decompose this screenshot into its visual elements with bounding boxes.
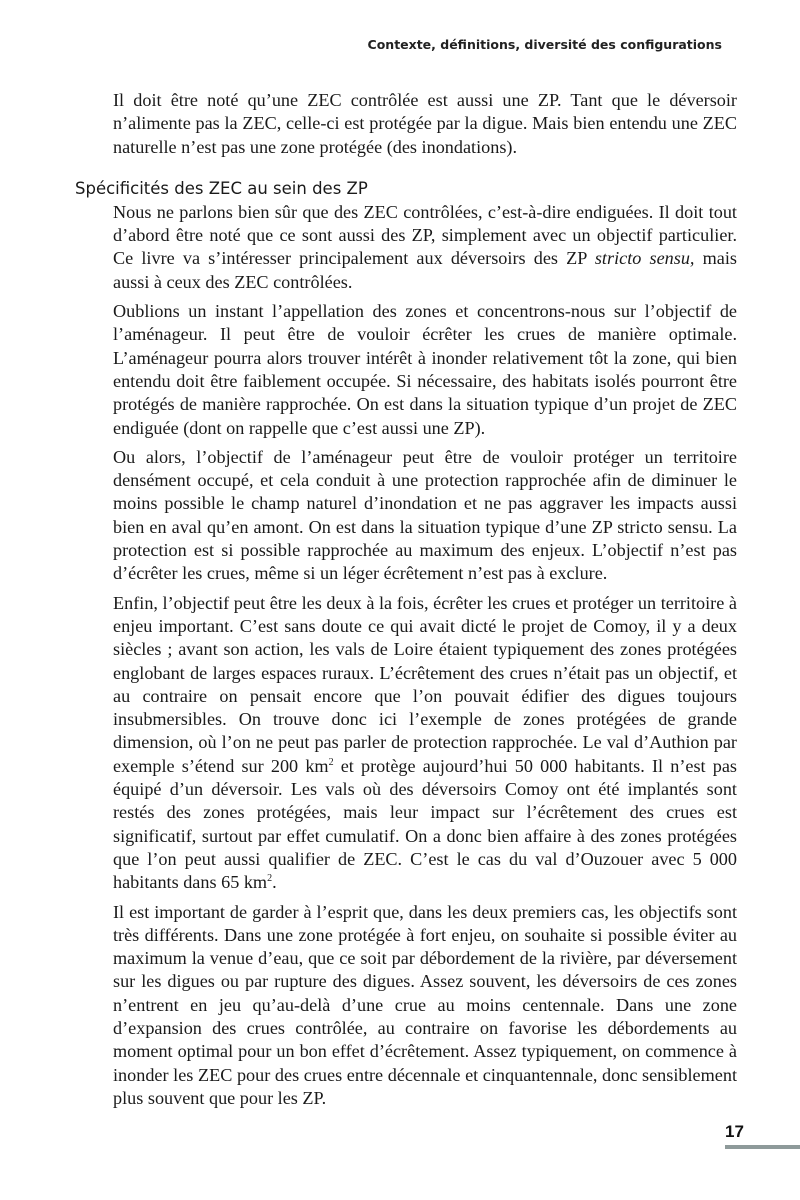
page-body — [75, 89, 738, 1116]
paragraph-4-text-b: et protège aujourd’hui 50 000 habitants. Il n’est pas équipé d’un déversoir. Les vals où des déversoirs Comoy ont été implantés sont restés des zones protégées, mais leur impact sur l’écrêtement des crues est significatif, surtout par effet cumulatif. On a donc bien affaire à des zones protégées que l’on peut aussi qualifier de ZEC. C’est le cas du val d’Ouzouer avec 5 000 habitants dans 65 km — [113, 755, 738, 893]
page-number-rule — [725, 1145, 800, 1149]
running-header: Contexte, définitions, diversité des configurations — [367, 37, 722, 52]
paragraph-4-text-c: . — [272, 872, 277, 893]
paragraph-2: Oublions un instant l’appellation des zones et concentrons-nous sur l’objectif de l’aménageur. Il peut être de vouloir écrêter les crues de manière optimale. L’aménageur pourra alors trouver intérêt à inonder relativement tôt la zone, qui bien entendu doit être faiblement occupée. Si nécessaire, des habitats isolés pourront être protégés de manière rapprochée. On est dans la situation typique d’un projet de ZEC endiguée (dont on rappelle que c’est aussi une ZP). — [113, 301, 737, 438]
paragraph-4 — [113, 592, 737, 895]
paragraph-3: Ou alors, l’objectif de l’aménageur peut être de vouloir protéger un territoire densément occupé, et cela conduit à une protection rapprochée afin de diminuer le moins possible le champ naturel d’inondation et ne pas aggraver les impacts aussi bien en aval qu’en amont. On est dans la situation typique d’une ZP stricto sensu. La protection est si possible rapprochée au maximum des enjeux. L’objectif n’est pas d’écrêter les crues, même si un léger écrêtement n’est pas à exclure. — [113, 446, 737, 584]
superscript-2: 2 — [267, 873, 273, 885]
paragraph-1-italic: stricto sensu, — [594, 248, 695, 269]
intro-paragraph: Il doit être noté qu’une ZEC contrôlée est aussi une ZP. Tant que le déversoir n’alimente pas la ZEC, celle-ci est protégée par la digue. Mais bien entendu une ZEC naturelle n’est pas une zone protégée (des inondations). — [113, 90, 737, 157]
paragraph-5: Il est important de garder à l’esprit que, dans les deux premiers cas, les objectifs sont très différents. Dans une zone protégée à fort enjeu, on souhaite si possible éviter au maximum la venue d’eau, que ce soit par débordement de la rivière, par déversement sur les digues ou par rupture des digues. Assez souvent, les déversoirs de ces zones n’entrent en jeu qu’au-delà d’une crue au moins centennale. Dans une zone d’expansion des crues contrôlée, au contraire on favorise les débordements au moment optimal pour un bon effet d’écrêtement. Assez typiquement, on commence à inonder les ZEC pour des crues entre décennale et cinquantennale, donc sensiblement plus souvent que pour les ZP. — [113, 901, 737, 1108]
paragraph-1 — [113, 201, 737, 294]
paragraph-1-text-b: mais aussi à ceux des ZEC contrôlées. — [113, 248, 737, 292]
paragraph-1-text-a: Nous ne parlons bien sûr que des ZEC contrôlées, c’est-à-dire endiguées. Il doit tout d’abord être noté que ce sont aussi des ZP, simplement avec un objectif particulier. Ce livre va s’intéresser principalement aux déversoirs des ZP — [113, 201, 737, 269]
section-heading: Spécificités des ZEC au sein des ZP — [75, 178, 368, 198]
paragraph-4-text-a: Enfin, l’objectif peut être les deux à la fois, écrêter les crues et protéger un territoire à enjeu important. C’est sans doute ce qui avait dicté le projet de Comoy, il y a deux siècles ; avant son action, les vals de Loire étaient typiquement des zones protégées englobant de larges espaces ruraux. L’écrêtement des crues n’était pas un objectif, et au contraire on pensait encore que l’on pouvait édifier des digues toujours insubmersibles. On trouve donc ici l’exemple de zones protégées de grande dimension, où l’on ne peut pas parler de protection rapprochée. Le val d’Authion par exemple s’étend sur 200 km — [113, 592, 737, 776]
superscript-2: 2 — [328, 756, 334, 768]
page-number: 17 — [725, 1122, 744, 1141]
